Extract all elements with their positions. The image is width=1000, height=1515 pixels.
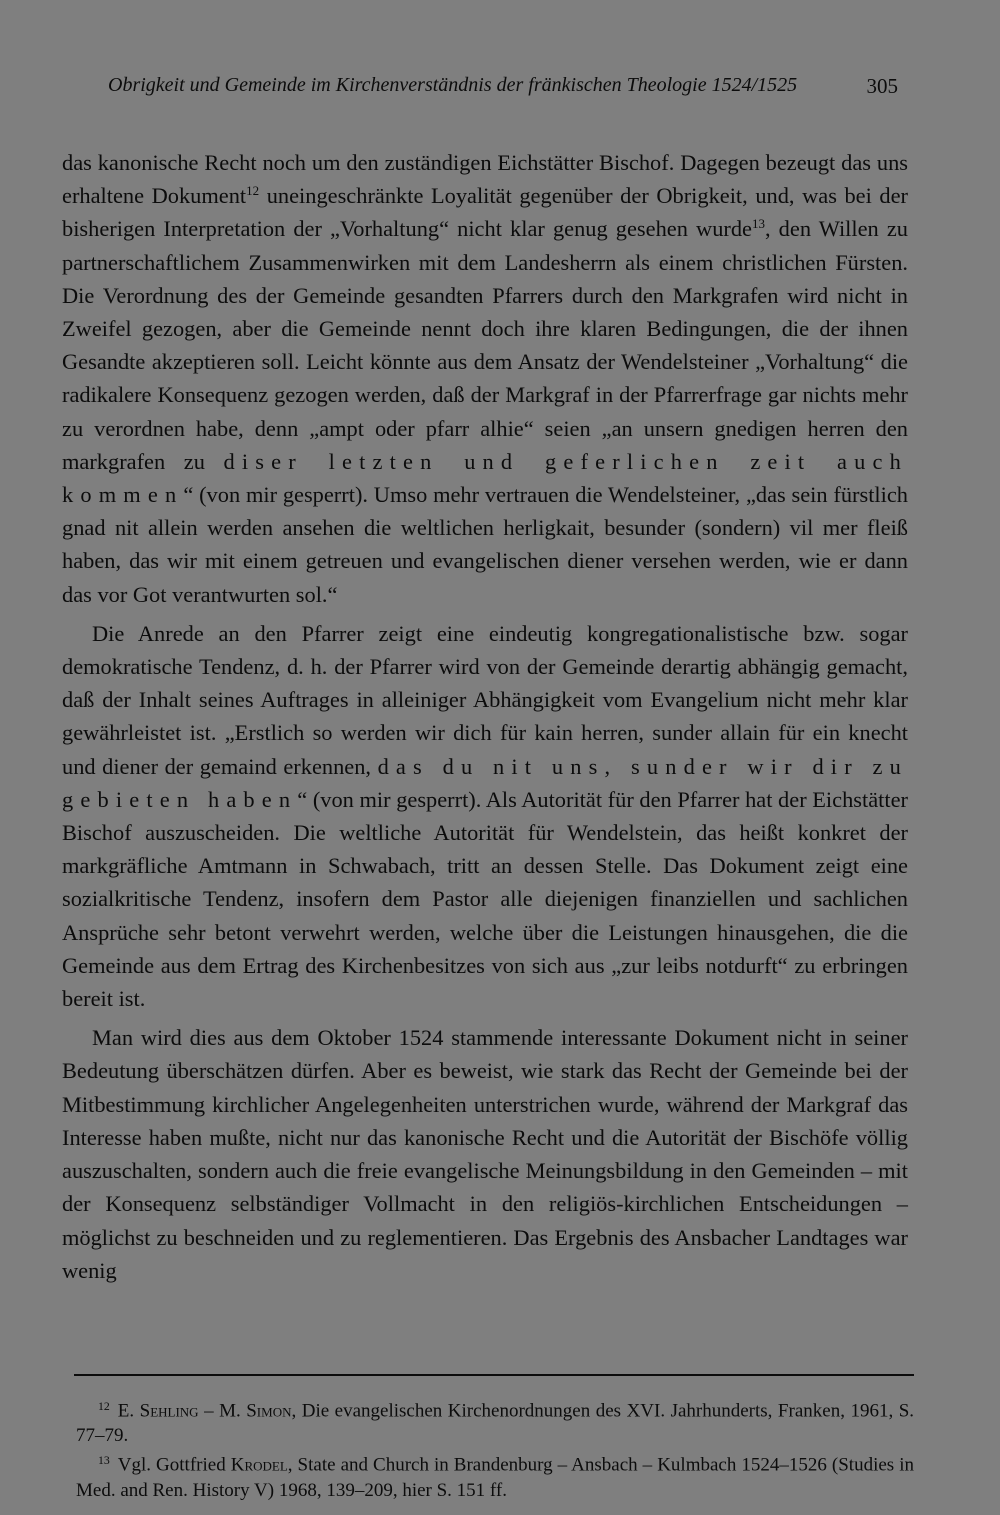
footnote-number: 12: [98, 1400, 110, 1413]
footnote-author: M. Simon: [219, 1400, 292, 1422]
paragraph-1-part-1: das kanonische Recht noch um den zuständigen Eichstätter Bischof. Dagegen bezeugt das uns erhaltene Dokument: [62, 150, 908, 209]
footnote-text: , State and Church in Brandenburg – Ansbach – Kulmbach 1524–1526 (Studies in Med. and Ren. History V) 1968, 139–209, hier S. 151 ff.: [76, 1454, 914, 1501]
spaced-emphasis-1: diser letzten und geferlichen zeit auch kommen: [62, 448, 908, 508]
footnote-number: 13: [98, 1454, 110, 1468]
footnote-ref-12[interactable]: 12: [246, 183, 260, 199]
page-number: 305: [866, 74, 898, 98]
paragraph-2-part-2: “ (von mir gesperrt). Als Autorität für den Pfarrer hat der Eichstätter Bischof auszuscheiden. Die weltliche Autorität für Wendelstein, das heißt konkret der markgräfliche Amtmann in Schwabach, tritt an dessen Stelle. Das Dokument zeigt eine sozialkritische Tendenz, insofern dem Pastor alle diejenigen finanziellen und sachlichen Ansprüche sehr betont verwehrt werden, welche über die Leistungen hinausgehen, die die Gemeinde aus dem Ertrag des Kirchenbesitzes von sich aus „zur leibs notdurft“ zu erbringen bereit ist.: [62, 786, 908, 1012]
footnote-ref-13[interactable]: 13: [751, 216, 765, 232]
paragraph-1-part-3: , den Willen zu partnerschaftlichem Zusammenwirken mit dem Landesherrn als einem christlichen Fürsten. Die Verordnung des der Gemeinde gesandten Pfarrers durch den Markgrafen wird nicht in Zweifel gezogen, aber die Gemeinde nennt doch ihre klaren Bedingungen, die der ihnen Gesandte akzeptieren soll. Leicht könnte aus dem Ansatz der Wendelsteiner „Vorhaltung“ die radikalere Konsequenz gezogen werden, daß der Markgraf in der Pfarrerfrage gar nichts mehr zu verordnen habe, denn „ampt oder pfarr alhie“ seien „an unsern gnedigen herren den markgrafen zu: [62, 216, 909, 474]
paragraph-2: [62, 617, 908, 1015]
footnote-text: , Die evangelischen Kirchenordnungen des XVI. Jahrhunderts, Franken, 1961, S. 77–79.: [76, 1400, 915, 1447]
main-text: [62, 146, 908, 1287]
footnote-separator: –: [198, 1400, 220, 1422]
footnote-rule: [74, 1374, 914, 1376]
footnote-author: E. Sehling: [117, 1400, 199, 1422]
paragraph-2-part-1: Die Anrede an den Pfarrer zeigt eine eindeutig kongregationalistische bzw. sogar demokratische Tendenz, d. h. der Pfarrer wird von der Gemeinde derartig abhängig gemacht, daß der Inhalt seines Auftrages in alleiniger Abhängigkeit vom Evangelium nicht mehr klar gewährleistet ist. „Erstlich so werden wir dich für kain herren, sunder allain für ein knecht und diener der gemaind erkennen,: [62, 620, 908, 779]
footnote-12: [76, 1394, 914, 1448]
paragraph-1-part-2: uneingeschränkte Loyalität gegenüber der Obrigkeit, und, was bei der bisherigen Interpretation der „Vorhaltung“ nicht klar genug gesehen wurde: [62, 183, 909, 242]
footnote-13: [76, 1448, 914, 1502]
spaced-emphasis-2: das du nit uns, sunder wir dir zu gebieten haben: [62, 753, 908, 812]
footnote-author: Krodel: [230, 1454, 288, 1476]
footnote-text: Vgl. Gottfried: [117, 1454, 231, 1476]
paragraph-3: Man wird dies aus dem Oktober 1524 stammende interessante Dokument nicht in seiner Bedeutung überschätzen dürfen. Aber es beweist, wie stark das Recht der Gemeinde bei der Mitbestimmung kirchlicher Angelegenheiten unterstrichen wurde, während der Markgraf das Interesse haben mußte, nicht nur das kanonische Recht und die Autorität der Bischöfe völlig auszuschalten, sondern auch die freie evangelische Meinungsbildung in den Gemeinden – mit der Konsequenz selbständiger Vollmacht in den religiös-kirchlichen Entscheidungen – möglichst zu beschneiden und zu reglementieren. Das Ergebnis des Ansbacher Landtages war wenig: [62, 1025, 908, 1283]
running-header: [108, 74, 898, 97]
running-title: Obrigkeit und Gemeinde im Kirchenverständnis der fränkischen Theologie 1524/1525: [108, 74, 798, 96]
footnotes: [76, 1394, 914, 1503]
paragraph-1: [62, 146, 908, 611]
paragraph-1-part-4: “ (von mir gesperrt). Umso mehr vertrauen die Wendelsteiner, „das sein fürstlich gnad nit allein werden ansehen die weltlichen herligkait, besunder (sondern) vil mer fleiß haben, das wir mit einem getreuen und evangelischen diener versehen werden, wie er dann das vor Got verantwurten sol.“: [62, 482, 908, 607]
